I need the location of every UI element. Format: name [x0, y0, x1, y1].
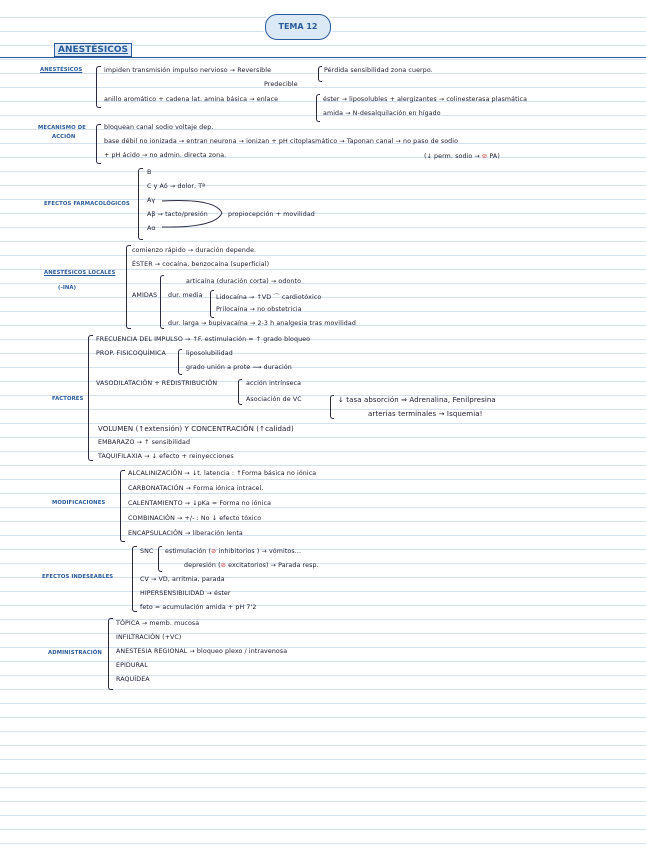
fac-6: TAQUIFILAXIA → ↓ efecto + reinyecciones — [98, 453, 234, 460]
bracket-enlace — [316, 94, 320, 122]
ind-snc: SNC — [140, 548, 154, 555]
bracket-efectos-farm — [138, 168, 143, 240]
efar-b: B — [147, 169, 152, 176]
loc-line-2: ÉSTER → cocaína, benzocaína (superficial) — [132, 261, 270, 268]
bracket-mecanismo — [96, 124, 101, 164]
mec-line-3: + pH ácido → no admin. directa zona. — [104, 152, 227, 159]
loc-line-1: comienzo rápido → duración depende. — [132, 247, 257, 254]
adm-3: ANESTESIA REGIONAL → bloqueo plexo / intravenosa — [116, 648, 288, 655]
adm-5: RAQUÍDEA — [116, 676, 150, 683]
efar-aa: Aα — [147, 225, 156, 232]
anest-ester: éster → liposolubles + alergizantes → colinesterasa plasmática — [323, 96, 528, 103]
mec-line-2: base débil no ionizada → entran neurona → ionizan + pH citoplasmático → Taponan canal → no paso de sodio — [104, 138, 459, 145]
loc-lido: Lidocaína → ↑VD ⌒ cardiotóxico — [216, 294, 322, 301]
category-factores: FACTORES — [52, 396, 84, 402]
ind-feto: feto = acumulación amida + pH 7'2 — [140, 604, 257, 611]
mod-1: ALCALINIZACIÓN → ↓t. latencia : ↑Forma básica no iónica — [128, 470, 317, 477]
anest-line-1b: Pérdida sensibilidad zona cuerpo. — [324, 67, 433, 74]
adm-4: EPIDURAL — [116, 662, 148, 669]
category-locales: ANESTÉSICOS LOCALES — [44, 270, 116, 276]
header-rule — [0, 57, 646, 58]
mod-4: COMBINACIÓN → +/- : No ↓ efecto tóxico — [128, 515, 262, 522]
mec-line-3b: (↓ perm. sodio → ⊘ PA) — [424, 153, 500, 160]
mod-2: CARBONATACIÓN → Forma iónica intracel. — [128, 485, 264, 492]
bracket-vc — [330, 395, 334, 419]
bracket-locales — [126, 245, 131, 329]
mod-3: CALENTAMIENTO → ↓pKa = Forma no iónica — [128, 500, 272, 507]
category-mecanismo: MECANISMO DE — [38, 125, 86, 131]
bracket-prop-fisico — [178, 349, 182, 375]
adm-2: INFILTRACIÓN (+VC) — [116, 634, 182, 641]
bracket-indeseables — [132, 546, 137, 612]
anest-line-1c: Predecible — [264, 81, 298, 88]
category-anestesicos: ANESTÉSICOS — [40, 67, 83, 73]
bracket-vasodilatacion — [238, 379, 242, 405]
bracket-reversible — [318, 66, 322, 82]
fac-5: EMBARAZO → ↑ sensibilidad — [98, 439, 191, 446]
mec-line-1: bloquean canal sodio voltaje dep. — [104, 124, 214, 131]
category-locales-2: (-INA) — [58, 285, 77, 291]
loc-amidas: AMIDAS — [132, 292, 158, 299]
fac-3: VASODILATACIÓN + REDISTRIBUCIÓN — [96, 380, 218, 387]
adm-1: TÓPICA → memb. mucosa — [116, 620, 200, 627]
blocked-icon: ⊘ — [220, 562, 227, 569]
ind-cv: CV → VD, arritmia, parada — [140, 576, 225, 583]
bracket-dur-media — [210, 290, 214, 318]
blocked-icon: ⊘ — [481, 153, 488, 160]
category-administracion: ADMINISTRACIÓN — [48, 650, 102, 656]
bracket-anestesicos — [96, 66, 101, 108]
fac-1: FRECUENCIA DEL IMPULSO → ↑F. estimulación = ↑ grado bloqueo — [96, 336, 311, 343]
section-header: ANESTÉSICOS — [54, 43, 132, 57]
bracket-snc — [158, 546, 162, 572]
category-efectos-farm: EFECTOS FARMACOLÓGICOS — [44, 201, 130, 207]
ind-e2: depresión (⊘ excitatorios) → Parada resp. — [184, 562, 319, 569]
loc-med: dur. media — [168, 292, 203, 299]
propioception-arc — [160, 198, 230, 230]
ind-hip: HIPERSENSIBILIDAD → éster — [140, 590, 231, 597]
bracket-amidas — [160, 275, 164, 329]
bracket-modificaciones — [120, 470, 125, 542]
fac-2b: grado unión a prote ⟿ duración — [186, 364, 292, 371]
category-indeseables: EFECTOS INDESEABLES — [42, 574, 114, 580]
efar-c: C y Aδ → dolor, Tª — [147, 183, 206, 190]
fac-2a: liposolubilidad — [186, 350, 233, 357]
efar-prop: propiocepción + movilidad — [228, 211, 315, 218]
fac-3b: Asociación de VC — [246, 396, 302, 403]
blocked-icon: ⊘ — [211, 548, 217, 555]
fac-3d: arterias terminales → Isquemia! — [368, 410, 483, 418]
anest-line-2: anillo aromático + cadena lat. amina básica → enlace — [104, 96, 279, 103]
loc-larga: dur. larga → bupivacaína → 2-3 h analgesia tras movilidad — [168, 320, 356, 327]
efar-ab: Aβ → tacto/presión — [147, 211, 208, 218]
loc-art: articaína (duración corta) → odonto — [186, 278, 302, 285]
fac-3a: acción intrínseca — [246, 380, 302, 387]
category-modificaciones: MODIFICACIONES — [52, 500, 106, 506]
efar-ag: Aγ — [147, 197, 156, 204]
fac-2: PROP. FISICOQUÍMICA — [96, 350, 166, 357]
bracket-administracion — [108, 618, 113, 690]
mod-5: ENCAPSULACIÓN → liberación lenta — [128, 530, 243, 537]
loc-prilo: Prilocaína → no obstetricia — [216, 306, 302, 313]
category-mecanismo-2: ACCIÓN — [52, 134, 76, 140]
ind-e1: estimulación (⊘ inhibitorios ) → vómitos... — [165, 548, 302, 555]
fac-4: VOLUMEN (↑extensión) Y CONCENTRACIÓN (↑calidad) — [98, 425, 294, 433]
anest-line-1: impiden transmisión impulso nervioso → Reversible — [104, 67, 272, 74]
page-title: TEMA 12 — [265, 14, 331, 40]
bracket-factores — [88, 335, 93, 461]
anest-amida: amida → N-desalquilación en hígado — [323, 110, 441, 117]
fac-3c: ↓ tasa absorción ⇒ Adrenalina, Fenilpresina — [338, 396, 496, 404]
